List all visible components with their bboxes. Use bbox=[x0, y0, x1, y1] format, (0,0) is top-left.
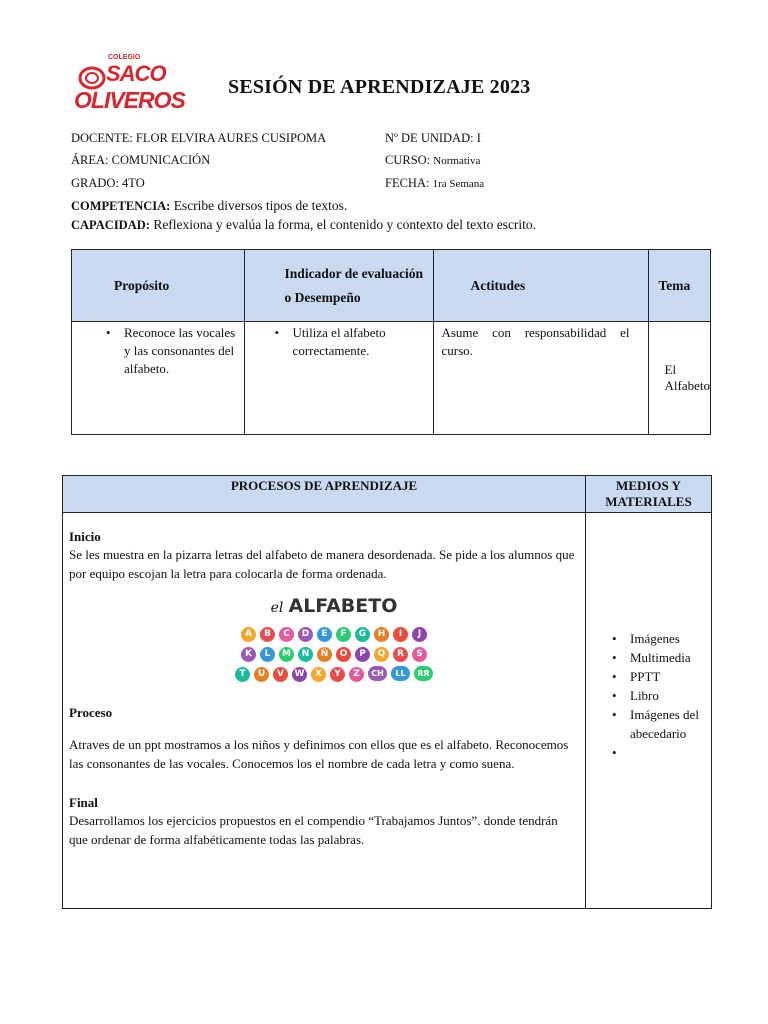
tema-cell: El Alfabeto bbox=[648, 322, 710, 435]
competencia-label: COMPETENCIA: bbox=[71, 199, 171, 213]
alphabet-row bbox=[219, 623, 449, 643]
final-title: Final bbox=[69, 795, 98, 810]
alphabet-row bbox=[219, 663, 449, 683]
alphabet-letter: RR bbox=[414, 666, 433, 681]
procesos-cell bbox=[63, 513, 586, 909]
alphabet-letter: N bbox=[298, 647, 313, 662]
actitudes-cell: Asume con responsabilidad el curso. bbox=[434, 322, 648, 435]
school-logo bbox=[72, 50, 185, 120]
header-indicador: Indicador de evaluación o Desempeño bbox=[244, 250, 434, 322]
fecha-field bbox=[385, 176, 484, 191]
alphabet-letter: Q bbox=[374, 647, 389, 662]
curso-value: Normativa bbox=[433, 155, 481, 167]
alphabet-letter: LL bbox=[391, 666, 410, 681]
indicador-item: • Utiliza el alfabeto correctamente. bbox=[271, 324, 428, 360]
alphabet-letter: J bbox=[412, 627, 427, 642]
area-text: ÁREA: COMUNICACIÓN bbox=[71, 153, 211, 167]
grado-text: GRADO: 4TO bbox=[71, 176, 145, 190]
medios-item: • Libro bbox=[608, 686, 705, 705]
alphabet-letter: M bbox=[279, 647, 294, 662]
header-procesos: PROCESOS DE APRENDIZAJE bbox=[63, 476, 586, 513]
alphabet-letter: S bbox=[412, 647, 427, 662]
alphabet-letter: C bbox=[279, 627, 294, 642]
medios-item bbox=[608, 743, 705, 762]
proceso-text: Atraves de un ppt mostramos a los niños y definimos con ellos que es el alfabeto. Reconocemos las consonantes de las vocales. Conocemos los el nombre de cada letra y como suena. bbox=[69, 737, 569, 771]
alphabet-letter: O bbox=[336, 647, 351, 662]
medios-item: • Imágenes bbox=[608, 629, 705, 648]
alphabet-letter: F bbox=[336, 627, 351, 642]
curso-label: CURSO: bbox=[385, 153, 434, 167]
alphabet-letter: X bbox=[311, 667, 326, 682]
page-title: SESIÓN DE APRENDIZAJE 2023 bbox=[228, 76, 531, 98]
alphabet-letter: B bbox=[260, 627, 275, 642]
alphabet-letter: V bbox=[273, 667, 288, 682]
alphabet-letter: Ñ bbox=[317, 647, 332, 662]
alphabet-title-big: ALFABETO bbox=[288, 595, 398, 617]
header-proposito: Propósito bbox=[72, 250, 245, 322]
header-actitudes: Actitudes bbox=[434, 250, 648, 322]
alphabet-letter: CH bbox=[368, 666, 387, 681]
capacidad-label: CAPACIDAD: bbox=[71, 218, 150, 232]
logo-colegio-text: COLEGIO bbox=[108, 54, 141, 61]
alphabet-letter: R bbox=[393, 647, 408, 662]
alphabet-letter: I bbox=[393, 627, 408, 642]
alphabet-letter: H bbox=[374, 627, 389, 642]
alphabet-letter: U bbox=[254, 667, 269, 682]
logo-line1: SACO bbox=[106, 61, 166, 86]
capacidad-value: Reflexiona y evalúa la forma, el contenido y contexto del texto escrito. bbox=[149, 217, 537, 232]
alphabet-letter: G bbox=[355, 627, 370, 642]
medios-item: • Multimedia bbox=[608, 648, 705, 667]
capacidad-line bbox=[71, 217, 536, 233]
logo-line2: OLIVEROS bbox=[74, 87, 185, 113]
alphabet-image-title bbox=[219, 595, 449, 617]
medios-item: • PPTT bbox=[608, 667, 705, 686]
curso-field bbox=[385, 153, 480, 168]
alphabet-letter: Y bbox=[330, 667, 345, 682]
header-tema: Tema bbox=[648, 250, 710, 322]
alphabet-rows bbox=[219, 623, 449, 683]
alphabet-letter: K bbox=[241, 647, 256, 662]
objectives-table bbox=[71, 249, 711, 435]
indicador-cell bbox=[244, 322, 434, 435]
proposito-cell bbox=[72, 322, 245, 435]
alphabet-letter: W bbox=[292, 667, 307, 682]
alphabet-letter: L bbox=[260, 647, 275, 662]
unidad-text: Nº DE UNIDAD: I bbox=[385, 131, 481, 145]
inicio-title: Inicio bbox=[69, 529, 101, 544]
proceso-title: Proceso bbox=[69, 705, 113, 720]
alphabet-title-small: el bbox=[270, 600, 284, 616]
medios-cell bbox=[586, 513, 712, 909]
final-text: Desarrollamos los ejercicios propuestos en el compendio “Trabajamos Juntos”. donde tendrán que ordenar de forma alfabéticamente todas las palabras. bbox=[69, 813, 558, 847]
alphabet-letter: E bbox=[317, 627, 332, 642]
alphabet-letter: D bbox=[298, 627, 313, 642]
alphabet-letter: P bbox=[355, 647, 370, 662]
fecha-label: FECHA: bbox=[385, 176, 433, 190]
alphabet-letter: T bbox=[235, 667, 250, 682]
medios-item: • Imágenes del abecedario bbox=[608, 705, 705, 743]
alphabet-image bbox=[219, 595, 449, 687]
fecha-value: 1ra Semana bbox=[432, 178, 485, 190]
header-medios: MEDIOS Y MATERIALES bbox=[586, 476, 712, 513]
proposito-item: • Reconoce las vocales y las consonantes del alfabeto. bbox=[102, 324, 238, 378]
inicio-text: Se les muestra en la pizarra letras del alfabeto de manera desordenada. Se pide a los alumnos que por equipo escojan la letra para colocarla de forma ordenada. bbox=[69, 547, 575, 581]
medios-list bbox=[608, 629, 705, 762]
competencia-line bbox=[71, 198, 347, 214]
docente-text: DOCENTE: FLOR ELVIRA AURES CUSIPOMA bbox=[71, 131, 327, 145]
alphabet-row bbox=[219, 643, 449, 663]
alphabet-letter: Z bbox=[349, 667, 364, 682]
alphabet-letter: A bbox=[241, 627, 256, 642]
processes-table bbox=[62, 475, 712, 909]
competencia-value: Escribe diversos tipos de textos. bbox=[170, 198, 348, 213]
